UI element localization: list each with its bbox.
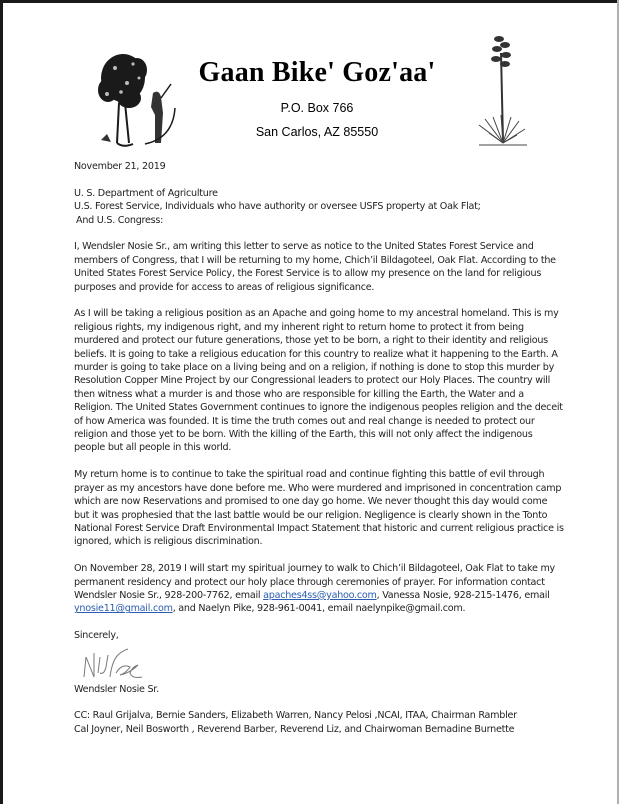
yucca-plant-icon xyxy=(471,33,531,151)
recipient-line: U. S. Department of Agriculture xyxy=(74,187,218,199)
address-line-1: P.O. Box 766 xyxy=(280,101,354,115)
letter-date: November 21, 2019 xyxy=(74,161,166,172)
letter-page xyxy=(3,3,617,804)
cc-line: Cal Joyner, Neil Bosworth , Reverend Barber, Reverend Liz, and Chairwoman Bernadine Burnette xyxy=(74,723,515,735)
cc-line: CC: Raul Grijalva, Bernie Sanders, Elizabeth Warren, Nancy Pelosi ,NCAI, ITAA, Chairman Rambler xyxy=(74,710,517,722)
contact-text: , and Naelyn Pike, 928-961-0041, email naelynpike@gmail.com. xyxy=(172,603,466,615)
org-name: Gaan Bike' Goz'aa' xyxy=(198,57,436,88)
email-link-ynosie11[interactable]: ynosie11@gmail.com xyxy=(74,603,173,615)
recipient-line: U.S. Forest Service, Individuals who have authority or oversee USFS property at Oak Flat; xyxy=(74,201,481,213)
paragraph-religious-position: As I will be taking a religious position as an Apache and going home to my ancestral homeland. This is my religious rights, my indigenous right, and my inherent right to return home to protect it from being murdered and protect our future generations, those yet to be born, a right to their identity and religious beliefs. It is going to take a religious education for this country to realize what it happening to the Earth. A murder is going to take place on a living being and on a religion, if nothing is done to stop this murder by Resolution Copper Mine Project by our Congressional leaders to protect our Holy Places. The country will then witness what a murder is and those who are responsible for killing the Earth, the Water and a Religion. The United States Government continues to ignore the indigenous peoples religion and the deceit of how America was founded. It is time the truth comes out and real change is needed to protect our religion and those yet to be born. With the killing of the Earth, this will not only affect the indigenous people but all people in this world. xyxy=(74,308,563,454)
contact-text: , Vanessa Nosie, 928-215-1476, email xyxy=(376,589,550,601)
paragraph-contact xyxy=(74,562,564,616)
signature-icon xyxy=(80,643,160,683)
closing: Sincerely, xyxy=(74,630,119,642)
paragraph-return-home: My return home is to continue to take the spiritual road and continue fighting this battle of evil through prayer as my ancestors have done before me. Who were murdered and imprisoned in concentration camp which are now Reservations and promised to one day go home. We never thought this day would come but it was prophesied that the last battle would be our religion. Negligence is clearly shown in the Tonto National Forest Service Draft Environmental Impact Statement that historic and current religious practice is ignored, which is religious discrimination. xyxy=(74,469,564,548)
letterhead xyxy=(3,3,617,153)
email-link-apaches4ss[interactable]: apaches4ss@yahoo.com xyxy=(263,589,377,601)
address-line-2: San Carlos, AZ 85550 xyxy=(255,125,379,139)
recipient-line: And U.S. Congress: xyxy=(76,214,164,226)
letter-body xyxy=(74,160,564,736)
signer-name: Wendsler Nosie Sr. xyxy=(74,683,159,695)
contact-text: On November 28, 2019 I will start my spiritual journey to walk to Chich’il Bildagoteel, Oak Flat to take my permanent residency and protect our holy place through ceremonies of prayer. For information contact Wendsler Nosie Sr., 928-200-7762, email xyxy=(74,563,555,601)
paragraph-notice: I, Wendsler Nosie Sr., am writing this letter to serve as notice to the United States Forest Service and members of Congress, that I will be returning to my home, Chich’il Bildagoteel, Oak Flat. According to the United States Forest Service Policy, the Forest Service is to allow my presence on the land for religious purposes and provide for access to areas of religious significance. xyxy=(74,241,556,293)
